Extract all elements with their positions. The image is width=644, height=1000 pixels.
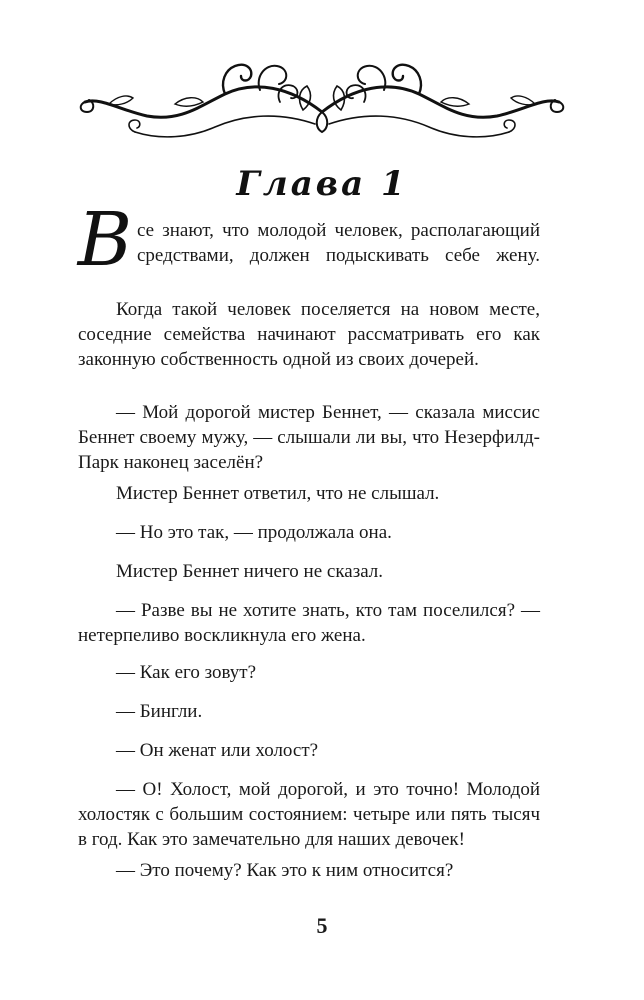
paragraph: — Бингли. xyxy=(116,701,203,722)
paragraph: Мистер Беннет ничего не сказал. xyxy=(116,561,384,582)
flourish-ornament-icon xyxy=(75,52,569,142)
paragraph: — Как его зовут? xyxy=(116,662,257,683)
chapter-title: Глава 1 xyxy=(236,164,408,204)
paragraph: — О! Холост, мой дорогой, и это точно! Молодой холостяк с большим состоянием: четыре или пять тысяч в год. Как это замечательно для наших девочек! xyxy=(78,779,540,850)
opening-line-1: се знают, что молодой человек, располагающий xyxy=(137,220,540,241)
drop-cap-letter: В xyxy=(77,197,133,283)
paragraph: — Разве вы не хотите знать, кто там поселился? — нетерпеливо воскликнула его жена. xyxy=(78,600,540,646)
paragraph: — Мой дорогой мистер Беннет, — сказала миссис Беннет своему мужу, — слышали ли вы, что Незерфилд-Парк наконец заселён? xyxy=(78,402,540,473)
paragraph: — Это почему? Как это к ним относится? xyxy=(116,860,454,881)
paragraph: — Он женат или холост? xyxy=(116,740,319,761)
paragraph: — Но это так, — продолжала она. xyxy=(116,522,392,543)
paragraph: Когда такой человек поселяется на новом месте, соседние семейства начинают рассматривать его как законную собственность одной из своих дочерей. xyxy=(78,299,540,370)
paragraph: Мистер Беннет ответил, что не слышал. xyxy=(116,483,440,504)
opening-line-2: средствами, должен подыскивать себе жену. xyxy=(137,245,540,266)
page-number: 5 xyxy=(316,913,328,938)
